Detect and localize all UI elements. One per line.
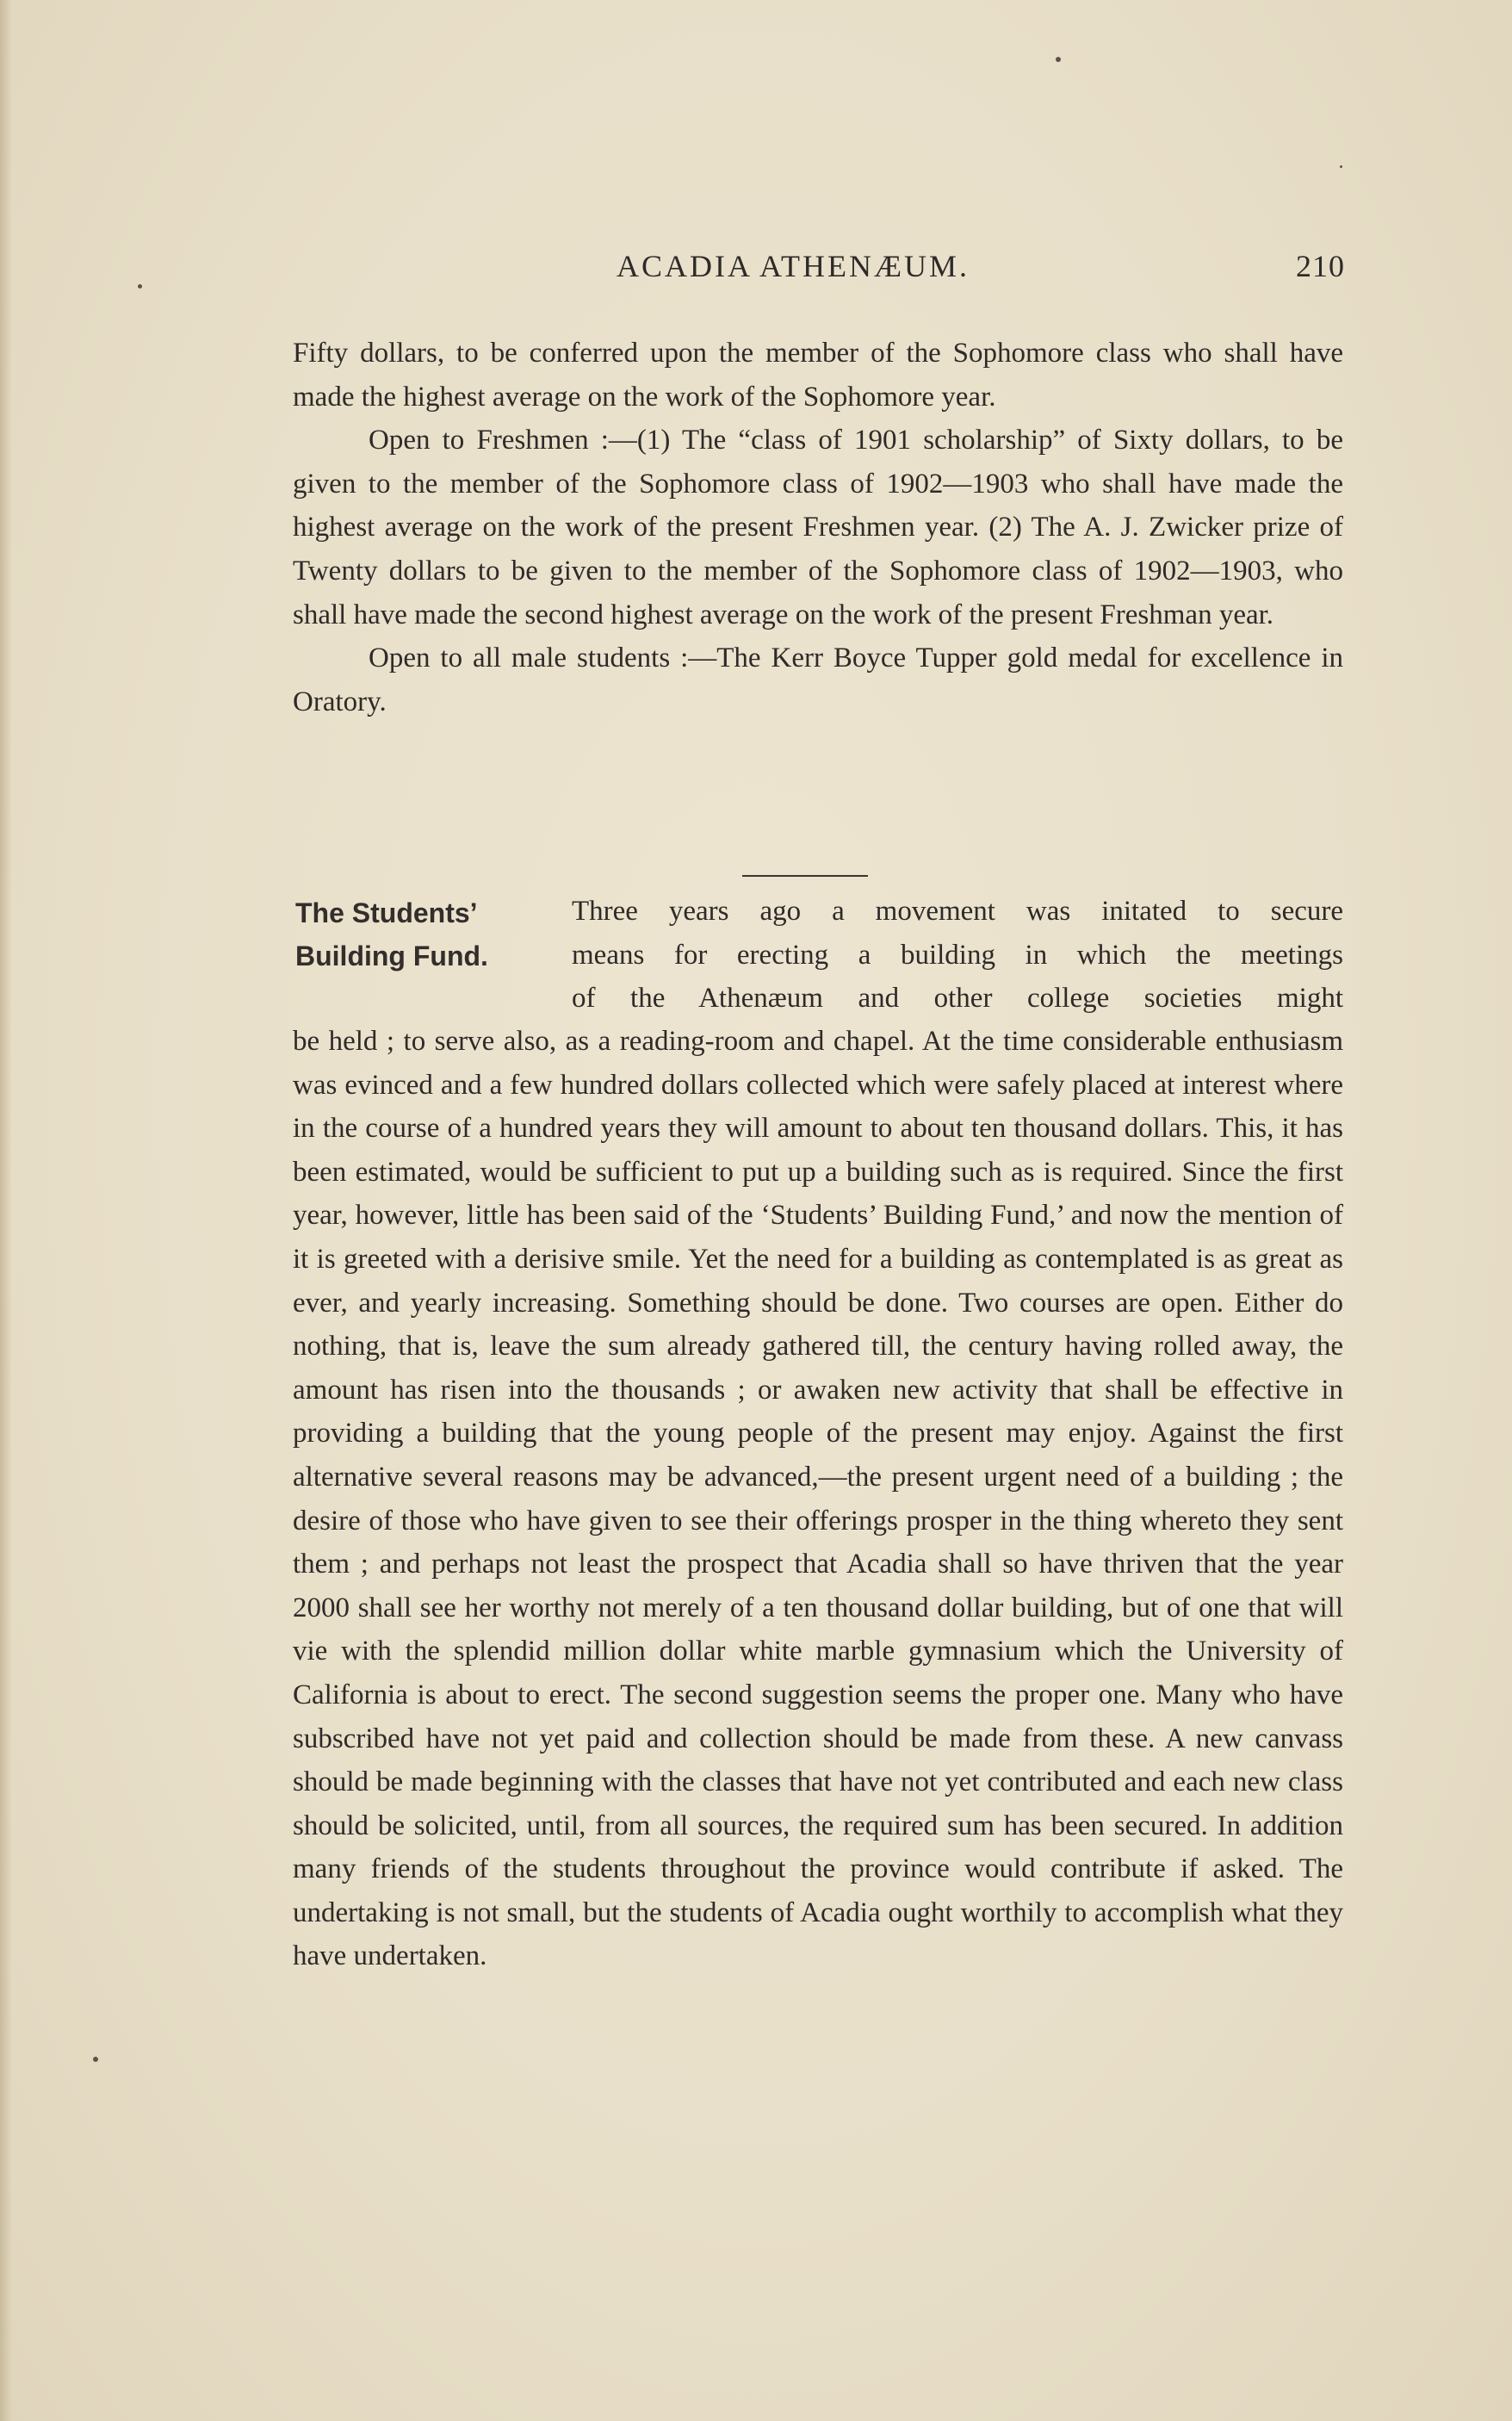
page-number: 210 — [1296, 249, 1345, 283]
paragraph-sophomore-prize: Fifty dollars, to be conferred upon the member of the Sophomore class who shall have made the highest average on the work of the Sophomore year. — [293, 338, 1343, 413]
journal-title: ACADIA ATHENÆUM. — [617, 249, 970, 283]
paragraph-freshmen-prizes: Open to Freshmen :—(1) The “class of 1901 scholarship” of Sixty dollars, to be given to the member of the Sophomore class of 1902—1903 who shall have made the highest average on the work of the present Freshmen year. (2) The A. J. Zwicker prize of Twenty dollars to be given to the member of the Sophomore class of 1902—1903, who shall have made the second highest average on the work of the present Freshman year. — [293, 425, 1343, 630]
paper-speck — [138, 284, 142, 289]
section-intro — [572, 890, 1343, 1021]
paper-speck — [1340, 165, 1342, 168]
running-header — [293, 248, 1345, 291]
section-body — [293, 1020, 1343, 1978]
section-body-paragraph: be held ; to serve also, as a reading-room and chapel. At the time considerable enthusiasm was evinced and a few hundred dollars collected which were safely placed at interest where in the course of a hundred years they will amount to about ten thousand dollars. This, it has been estimated, would be sufficient to put up a building such as is required. Since the first year, however, little has been said of the ‘Students’ Building Fund,’ and now the mention of it is greeted with a derisive smile. Yet the need for a building as contemplated is as great as ever, and yearly increasing. Something should be done. Two courses are open. Either do nothing, that is, leave the sum already gathered till, the century having rolled away, the amount has risen into the thousands ; or awaken new activity that shall be effective in providing a building that the young people of the present may enjoy. Against the first alternative several reasons may be advanced,—the present urgent need of a building ; the desire of those who have given to see their offerings prosper in the thing whereto they sent them ; and perhaps not least the prospect that Acadia shall so have thriven that the year 2000 shall see her worthy not merely of a ten thousand dollar building, but of one that will vie with the splendid million dollar white marble gymnasium which the University of California is about to erect. The second suggestion seems the proper one. Many who have subscribed have not yet paid and collection should be made from these. A new canvass should be made beginning with the classes that have not yet contributed and each new class should be solicited, until, from all sources, the required sum has been secured. In addition many friends of the students throughout the province would contribute if asked. The undertaking is not small, but the students of Acadia ought worthily to accomplish what they have undertaken. — [293, 1026, 1343, 1972]
paper-speck — [93, 2057, 98, 2062]
section-divider — [742, 875, 868, 877]
section-intro-line: Three years ago a movement was initated to secure — [572, 896, 1343, 927]
paper-speck — [1056, 57, 1061, 62]
section-intro-line: of the Athenæum and other college societies might — [572, 983, 1343, 1015]
section-heading-line-1: The Students’ — [295, 897, 478, 928]
paragraph-oratory-medal: Open to all male students :—The Kerr Boyce Tupper gold medal for excellence in Oratory. — [293, 642, 1343, 717]
page-edge-shadow — [0, 0, 12, 2421]
section-intro-line: means for erecting a building in which the meetings — [572, 939, 1343, 971]
prize-paragraphs — [293, 332, 1343, 723]
section-heading — [295, 891, 488, 978]
section-heading-line-2: Building Fund. — [295, 940, 488, 972]
